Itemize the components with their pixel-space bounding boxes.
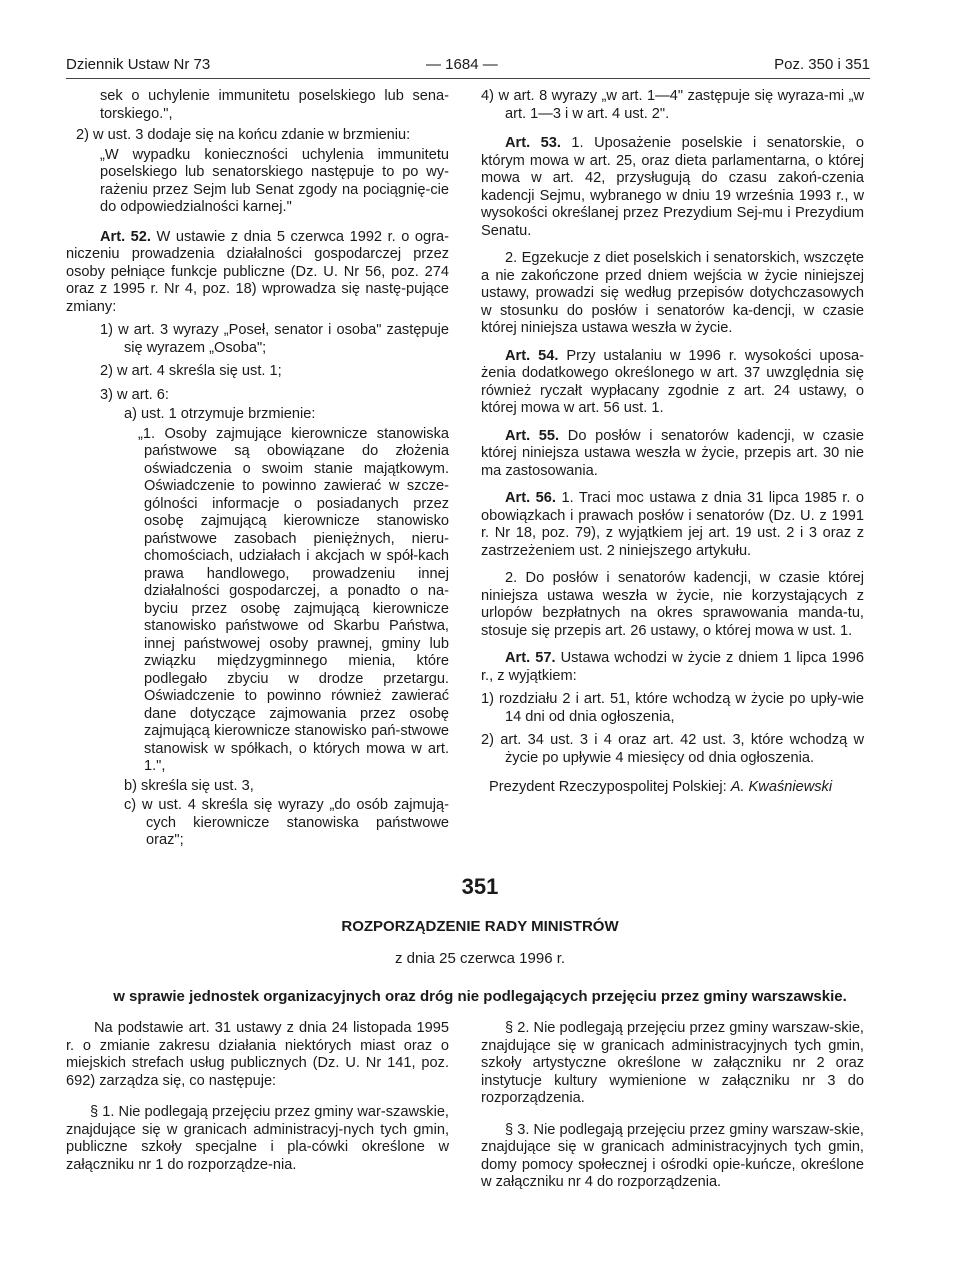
position-ref: Poz. 350 i 351 [774, 56, 870, 73]
journal-title: Dziennik Ustaw Nr 73 [66, 56, 211, 73]
article-label: Art. 54. [505, 347, 559, 364]
article-label: Art. 52. [100, 228, 151, 245]
list-item: 2) w art. 4 skreśla się ust. 1; [100, 363, 282, 379]
act-subject: w sprawie jednostek organizacyjnych oraz dróg nie podlegających przejęciu przez gminy warszawskie. [113, 988, 847, 1005]
left-column [66, 88, 449, 850]
list-item: 2) art. 34 ust. 3 i 4 oraz art. 42 ust. 3, które wchodzą w życie po upływie 4 miesięcy od dnia ogłoszenia. [481, 732, 864, 766]
article-label: Art. 56. [505, 490, 556, 506]
bottom-right-column [481, 1020, 864, 1192]
paragraph: 2. Egzekucje z diet poselskich i senatorskich, wszczęte a nie zakończone przed dniem wejścia w życie niniejszej ustawy, prowadzi się według przepisów dotychczasowych w stosunku do posłów i senatorów ka-dencji, w czasie której niniejsza ustawa weszła w życie. [481, 250, 864, 336]
paragraph: 2. Do posłów i senatorów kadencji, w czasie której niniejsza ustawa weszła w życie, nie korzystających z urlopów bezpłatnych na okres sprawowania manda-tu, stosuje się przepis art. 26 ustawy, o której mowa w ust. 1. [481, 570, 864, 639]
section-1: § 1. Nie podlegają przejęciu przez gminy war-szawskie, znajdujące się w granicach administracyj-nych tych gmin, publiczne szkoły specjalne i pla-cówki określone w załączniku nr 1 do rozporządze-nia. [66, 1104, 449, 1173]
act-date: z dnia 25 czerwca 1996 r. [394, 950, 566, 967]
act-title: ROZPORZĄDZENIE RADY MINISTRÓW [341, 918, 619, 935]
article-52: Art. 52. W ustawie z dnia 5 czerwca 1992 r. o ogra-niczeniu prowadzenia działalności gospodarczej przez osoby pełniące funkcje publiczne (Dz. U. Nr 56, poz. 274 oraz z 1995 r. Nr 4, poz. 18) wprowadza się nastę-pujące zmiany: [66, 228, 449, 315]
paragraph: sek o uchylenie immunitetu poselskiego lub sena-torskiego.", [100, 88, 449, 122]
act-number: 351 [461, 874, 499, 899]
bottom-left-column [66, 1020, 449, 1174]
right-column [481, 88, 864, 797]
article-55: Art. 55. Do posłów i senatorów kadencji, w czasie której niniejsza ustawa weszła w życie, przepis art. 30 nie ma zastosowania. [481, 427, 864, 479]
list-item: 4) w art. 8 wyrazy „w art. 1—4" zastępuje się wyraza-mi „w art. 1—3 i w art. 4 ust. 2". [481, 88, 864, 122]
intro-paragraph: Na podstawie art. 31 ustawy z dnia 24 listopada 1995 r. o zmianie zakresu działania niektórych miast oraz o miejskich strefach usług publicznych (Dz. U. Nr 141, poz. 692) zarządza się, co następuje: [66, 1020, 449, 1089]
section-3: § 3. Nie podlegają przejęciu przez gminy warszaw-skie, znajdujące się w granicach administracyjnych tych gmin, domy pomocy społecznej i ośrodki opie-kuńcze, określone w załączniku nr 4 do rozporządzenia. [481, 1121, 864, 1190]
list-item: 1) rozdziału 2 i art. 51, które wchodzą w życie po upły-wie 14 dni od dnia ogłoszenia, [481, 691, 864, 725]
signature-name: A. Kwaśniewski [730, 779, 833, 795]
list-item: c) w ust. 4 skreśla się wyrazy „do osób zajmują-cych kierownicze stanowiska państwowe oraz"; [124, 797, 449, 848]
list-item: b) skreśla się ust. 3, [124, 777, 254, 794]
article-53: Art. 53. 1. Uposażenie poselskie i senatorskie, o którym mowa w art. 25, oraz dieta parlamentarna, o której mowa w art. 42, przysługują do czasu zakoń-czenia kadencji Sejmu, wybranego w dniu 19 września 1993 r., w wysokości określanej przez Prezydium Sej-mu i Prezydium Senatu. [481, 135, 864, 239]
header-rule [66, 78, 870, 79]
article-label: Art. 53. [505, 135, 561, 151]
article-label: Art. 55. [505, 427, 560, 444]
quote-paragraph: „W wypadku konieczności uchylenia immunitetu poselskiego lub senatorskiego następuje to po wy-rażeniu przez Sejm lub Senat zgody na pociągnię-cie do odpowiedzialności karnej." [100, 146, 449, 215]
article-label: Art. 57. [505, 650, 556, 666]
page-header [66, 56, 870, 76]
list-item: a) ust. 1 otrzymuje brzmienie: [124, 406, 316, 422]
article-54: Art. 54. Przy ustalaniu w 1996 r. wysokości uposa-żenia dodatkowego określonego w art. 37 uwzględnia się również ryczałt wypłacany zgodnie z art. 24 ustawy, o której mowa w art. 56 ust. 1. [481, 347, 864, 416]
article-57: Art. 57. Ustawa wchodzi w życie z dniem 1 lipca 1996 r., z wyjątkiem: [481, 650, 864, 684]
page-number: — 1684 — [426, 56, 498, 73]
quote-paragraph: „1. Osoby zajmujące kierownicze stanowiska państwowe są obowiązane do złożenia oświadczenia o swoim stanie majątkowym. Oświadczenie to powinno zawierać w szcze-gólności informacje o posiadanych przez osobę zajmującą kierownicze stanowisko państwowe zasobach pieniężnych, nieru-chomościach, udziałach i akcjach w spół-kach prawa handlowego, prowadzeniu innej działalności gospodarczej, a ponadto o na-byciu przez osobę zajmującą kierownicze stanowisko państwowe od Skarbu Państwa, innej państwowej osoby prawnej, gminy lub związku międzygminnego mienia, które podlegało zbyciu w drodze przetargu. Oświadczenie to powinno również zawierać dane dotyczące zajmowania przez osobę zajmującą kierownicze stanowisko pań-stwowe stanowisk w spółkach, o których mowa w art. 1.", [138, 425, 449, 774]
article-56: Art. 56. 1. Traci moc ustawa z dnia 31 lipca 1985 r. o obowiązkach i prawach posłów i senatorów (Dz. U. z 1991 r. Nr 18, poz. 79), z wyjątkiem jej art. 19 ust. 2 i 3 oraz z zastrzeżeniem ust. 2 niniejszego artykułu. [481, 490, 864, 559]
section-2: § 2. Nie podlegają przejęciu przez gminy warszaw-skie, znajdujące się w granicach administracyjnych tych gmin, szkoły artystyczne określone w załączniku nr 2 oraz instytucje kultury wymienione w załączniku nr 3 do rozporządzenia. [481, 1020, 864, 1106]
list-item: 1) w art. 3 wyrazy „Poseł, senator i osoba" zastępuje się wyrazem „Osoba"; [100, 322, 449, 356]
list-item: 3) w art. 6: [100, 386, 169, 403]
signature: Prezydent Rzeczypospolitej Polskiej: A. Kwaśniewski [489, 779, 833, 795]
paragraph: 2) w ust. 3 dodaje się na końcu zdanie w brzmieniu: [76, 127, 411, 143]
